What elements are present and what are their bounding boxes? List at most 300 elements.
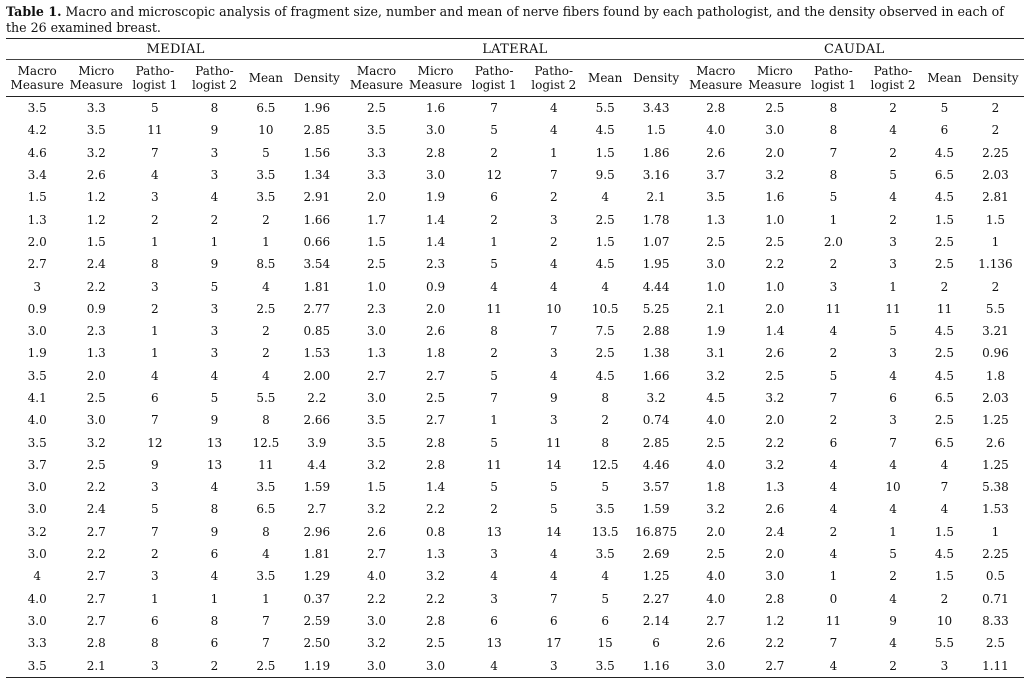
table-cell: 4 bbox=[463, 654, 524, 677]
table-cell: 7 bbox=[151, 145, 159, 160]
table-cell: 4 bbox=[151, 168, 159, 183]
table-cell: 1.5 bbox=[366, 234, 387, 249]
table-cell: 2.7 bbox=[307, 502, 327, 517]
column-header-line: Macro bbox=[17, 63, 57, 78]
table-cell: 2.0 bbox=[86, 368, 106, 383]
table-cell: 1.3 bbox=[86, 346, 106, 361]
table-cell: 1.29 bbox=[303, 569, 331, 584]
table-cell: 9 bbox=[210, 524, 219, 539]
table-cell: 4 bbox=[549, 279, 558, 294]
table-cell: 8 bbox=[151, 636, 159, 651]
table-cell: 0.9 bbox=[86, 301, 106, 316]
table-cell: 5 bbox=[490, 257, 498, 272]
column-header-line: Patho- bbox=[474, 63, 514, 78]
table-cell: 4.0 bbox=[27, 591, 47, 606]
table-cell: 1.25 bbox=[982, 457, 1009, 472]
table-cell: 1.136 bbox=[978, 257, 1013, 272]
table-cell: 2.0 bbox=[765, 145, 785, 160]
table-cell: 2.7 bbox=[426, 413, 446, 428]
table-cell: 2.8 bbox=[706, 101, 726, 116]
table-cell: 2.5 bbox=[706, 547, 726, 562]
table-cell: 5.5 bbox=[934, 636, 955, 651]
table-cell: 3.5 bbox=[27, 435, 47, 450]
table-row bbox=[6, 119, 1024, 141]
table-cell: 1 bbox=[262, 234, 270, 249]
table-cell: 4.5 bbox=[934, 368, 955, 383]
table-cell: 4 bbox=[210, 190, 219, 205]
caption-text: Macro and microscopic analysis of fragment size, number and mean of nerve fibers found by each pathologist, and the density observed in each of the 26 examined breast. bbox=[6, 4, 1004, 35]
table-label: Table 1. bbox=[6, 4, 62, 19]
table-cell: 4.5 bbox=[934, 190, 955, 205]
table-cell: 2.0 bbox=[823, 234, 843, 249]
table-cell: 8 bbox=[601, 435, 610, 450]
table-cell: 4 bbox=[889, 123, 897, 138]
table-row bbox=[6, 498, 1024, 520]
table-cell: 3.5 bbox=[256, 168, 276, 183]
table-cell: 8 bbox=[829, 168, 838, 183]
column-header-line: Patho- bbox=[195, 63, 234, 78]
table-cell: 2.8 bbox=[426, 145, 446, 160]
table-row bbox=[6, 186, 1024, 208]
table-cell: 2.5 bbox=[256, 301, 276, 316]
table-cell: 11 bbox=[936, 301, 953, 316]
column-header-line: Density bbox=[972, 70, 1019, 85]
table-cell: 13.5 bbox=[591, 524, 619, 539]
table-cell: 2.7 bbox=[86, 591, 106, 606]
table-cell: 7 bbox=[151, 413, 159, 428]
group-header-lateral: LATERAL bbox=[345, 39, 684, 60]
table-cell: 2 bbox=[262, 346, 270, 361]
table-cell: 4 bbox=[829, 324, 838, 339]
table-cell: 2.77 bbox=[303, 301, 331, 316]
table-cell: 1.5 bbox=[86, 234, 106, 249]
table-cell: 0 bbox=[829, 591, 838, 606]
table-cell: 2.0 bbox=[426, 301, 446, 316]
table-cell: 5.25 bbox=[642, 301, 670, 316]
table-cell: 3 bbox=[210, 145, 219, 160]
table-cell: 3.2 bbox=[366, 636, 387, 651]
table-cell: 3.0 bbox=[765, 569, 785, 584]
table-cell: 3 bbox=[124, 654, 185, 677]
table-cell: 1.19 bbox=[288, 654, 345, 677]
column-header-line: Mean bbox=[588, 70, 623, 85]
table-cell: 3 bbox=[829, 279, 838, 294]
table-cell: 6 bbox=[151, 613, 159, 628]
table-cell: 4.5 bbox=[595, 123, 615, 138]
table-cell: 3 bbox=[525, 654, 583, 677]
table-cell: 2.5 bbox=[765, 234, 785, 249]
table-cell: 12 bbox=[147, 435, 163, 450]
table-cell: 3 bbox=[151, 279, 159, 294]
table-cell: 3.2 bbox=[366, 502, 387, 517]
table-cell: 9 bbox=[549, 391, 558, 405]
column-header-line: Measure bbox=[349, 78, 404, 92]
table-cell: 3 bbox=[210, 168, 219, 183]
table-cell: 3.0 bbox=[685, 654, 747, 677]
table-cell: 4 bbox=[262, 368, 270, 383]
table-cell: 6 bbox=[652, 636, 660, 651]
table-cell: 7 bbox=[829, 391, 838, 405]
table-cell: 2.96 bbox=[303, 524, 331, 539]
table-cell: 0.74 bbox=[642, 413, 670, 428]
table-cell: 3 bbox=[151, 480, 159, 495]
table-cell: 2 bbox=[151, 212, 159, 227]
table-cell: 6 bbox=[940, 123, 949, 138]
table-cell: 3.43 bbox=[642, 101, 670, 116]
table-cell: 7 bbox=[549, 168, 558, 183]
table-cell: 2 bbox=[991, 123, 1000, 138]
table-cell: 1.3 bbox=[706, 212, 726, 227]
table-cell: 1.53 bbox=[982, 502, 1009, 517]
column-header bbox=[747, 60, 803, 97]
table-cell: 4.46 bbox=[642, 457, 670, 472]
table-cell: 1.9 bbox=[27, 346, 47, 361]
table-cell: 2.3 bbox=[86, 324, 106, 339]
column-header-line: Measure bbox=[10, 78, 64, 92]
table-cell: 4.44 bbox=[642, 279, 670, 294]
table-row bbox=[6, 610, 1024, 632]
table-cell: 3.7 bbox=[27, 457, 47, 472]
table-cell: 4 bbox=[889, 457, 897, 472]
table-cell: 5 bbox=[940, 101, 949, 116]
table-cell: 1.5 bbox=[27, 190, 47, 205]
table-cell: 1.8 bbox=[706, 480, 726, 495]
table-cell: 2 bbox=[490, 502, 498, 517]
table-cell: 2.59 bbox=[303, 613, 331, 628]
table-cell: 7 bbox=[829, 636, 838, 651]
table-cell: 11 bbox=[258, 457, 274, 472]
column-header-line: Patho- bbox=[873, 63, 913, 78]
table-cell: 2.2 bbox=[765, 435, 785, 450]
table-cell: 1.66 bbox=[642, 368, 670, 383]
table-cell: 3 bbox=[889, 413, 897, 428]
table-cell: 5 bbox=[549, 480, 558, 495]
table-cell: 1 bbox=[991, 234, 1000, 249]
table-cell: 7 bbox=[549, 324, 558, 339]
table-cell: 1.6 bbox=[765, 190, 785, 205]
table-cell: 0.71 bbox=[982, 591, 1009, 606]
table-cell: 2.0 bbox=[27, 234, 47, 249]
table-cell: 1 bbox=[151, 346, 159, 361]
table-cell: 3 bbox=[210, 346, 219, 361]
table-cell: 2 bbox=[549, 234, 558, 249]
table-cell: 2 bbox=[889, 212, 897, 227]
table-cell: 1 bbox=[829, 569, 838, 584]
column-header bbox=[68, 60, 124, 97]
table-row bbox=[6, 208, 1024, 230]
table-cell: 8 bbox=[262, 524, 270, 539]
table-cell: 2 bbox=[185, 654, 243, 677]
table-cell: 1.5 bbox=[985, 212, 1005, 227]
table-row bbox=[6, 142, 1024, 164]
column-header-line: Macro bbox=[696, 63, 736, 78]
table-cell: 2 bbox=[940, 591, 949, 606]
table-cell: 2.6 bbox=[706, 145, 726, 160]
table-cell: 3.5 bbox=[256, 480, 276, 495]
table-cell: 3.3 bbox=[27, 636, 47, 651]
table-cell: 7 bbox=[262, 613, 270, 628]
table-row bbox=[6, 298, 1024, 320]
table-cell: 2.7 bbox=[27, 257, 47, 272]
table-cell: 2.66 bbox=[303, 413, 331, 428]
table-cell: 3 bbox=[922, 654, 967, 677]
table-row bbox=[6, 565, 1024, 587]
table-cell: 6.5 bbox=[934, 435, 955, 450]
table-cell: 1.07 bbox=[642, 234, 670, 249]
table-cell: 3.5 bbox=[583, 654, 628, 677]
table-cell: 2.0 bbox=[765, 413, 785, 428]
table-cell: 2.85 bbox=[642, 435, 670, 450]
table-cell: 4 bbox=[601, 569, 610, 584]
table-cell: 1.5 bbox=[595, 145, 615, 160]
table-cell: 4.5 bbox=[934, 547, 955, 562]
column-header-line: Micro bbox=[78, 63, 115, 78]
column-header bbox=[967, 60, 1024, 97]
column-header bbox=[864, 60, 922, 97]
column-header bbox=[628, 60, 685, 97]
column-header-line: Density bbox=[293, 70, 340, 85]
table-cell: 3.5 bbox=[27, 368, 47, 383]
table-cell: 4.0 bbox=[706, 569, 726, 584]
table-cell: 6 bbox=[210, 547, 219, 562]
table-cell: 1.38 bbox=[642, 346, 670, 361]
column-header-line: logist 1 bbox=[810, 78, 856, 92]
table-cell: 3 bbox=[490, 547, 498, 562]
table-cell: 5.38 bbox=[982, 480, 1009, 495]
column-header bbox=[803, 60, 864, 97]
table-cell: 9 bbox=[889, 613, 897, 628]
table-cell: 5 bbox=[601, 591, 610, 606]
table-cell: 3.0 bbox=[426, 123, 446, 138]
table-cell: 8 bbox=[210, 502, 219, 517]
table-cell: 3 bbox=[151, 569, 159, 584]
table-row bbox=[6, 275, 1024, 297]
table-cell: 12.5 bbox=[252, 435, 280, 450]
table-cell: 2.7 bbox=[426, 368, 446, 383]
table-cell: 2.81 bbox=[982, 190, 1009, 205]
table-cell: 5 bbox=[490, 435, 498, 450]
table-cell: 2.8 bbox=[426, 435, 446, 450]
table-cell: 1.3 bbox=[426, 547, 446, 562]
table-cell: 2.27 bbox=[642, 591, 670, 606]
table-cell: 4 bbox=[601, 279, 610, 294]
table-cell: 5 bbox=[490, 480, 498, 495]
table-cell: 1.4 bbox=[426, 212, 446, 227]
table-cell: 2.2 bbox=[86, 480, 106, 495]
table-row bbox=[6, 476, 1024, 498]
table-cell: 2.03 bbox=[982, 168, 1009, 183]
table-cell: 2.5 bbox=[934, 346, 955, 361]
table-cell: 2.7 bbox=[86, 569, 106, 584]
table-cell: 2 bbox=[991, 279, 1000, 294]
table-cell: 3 bbox=[210, 324, 219, 339]
table-row bbox=[6, 654, 1024, 677]
table-cell: 1.2 bbox=[86, 212, 106, 227]
table-cell: 16.875 bbox=[635, 524, 678, 539]
table-cell: 9.5 bbox=[595, 168, 615, 183]
table-cell: 4 bbox=[601, 190, 610, 205]
column-header bbox=[185, 60, 243, 97]
table-cell: 2 bbox=[889, 569, 897, 584]
table-cell: 8 bbox=[490, 324, 498, 339]
table-cell: 2 bbox=[151, 301, 159, 316]
table-row bbox=[6, 521, 1024, 543]
table-cell: 3 bbox=[889, 257, 897, 272]
column-header-line: Measure bbox=[689, 78, 743, 92]
table-cell: 2.5 bbox=[934, 257, 955, 272]
table-cell: 10 bbox=[546, 301, 562, 316]
table-cell: 1.0 bbox=[765, 212, 785, 227]
column-header bbox=[124, 60, 185, 97]
table-cell: 5 bbox=[889, 324, 897, 339]
table-cell: 2.6 bbox=[366, 524, 387, 539]
table-row bbox=[6, 632, 1024, 654]
table-cell: 2.0 bbox=[706, 524, 726, 539]
table-cell: 3.5 bbox=[595, 547, 615, 562]
table-cell: 2.4 bbox=[86, 257, 106, 272]
table-cell: 2.2 bbox=[765, 257, 785, 272]
table-cell: 13 bbox=[206, 435, 223, 450]
table-cell: 2.5 bbox=[934, 413, 955, 428]
table-cell: 1.81 bbox=[303, 547, 331, 562]
table-cell: 3 bbox=[33, 279, 41, 294]
table-cell: 9 bbox=[151, 457, 159, 472]
table-cell: 3.5 bbox=[366, 413, 387, 428]
table-cell: 3.2 bbox=[765, 457, 785, 472]
table-row bbox=[6, 320, 1024, 342]
table-cell: 4 bbox=[829, 480, 838, 495]
table-cell: 1.3 bbox=[27, 212, 47, 227]
table-cell: 7 bbox=[829, 145, 838, 160]
table-cell: 2.00 bbox=[303, 368, 331, 383]
table-cell: 1.8 bbox=[985, 368, 1005, 383]
table-cell: 3.54 bbox=[303, 257, 331, 272]
table-cell: 2.5 bbox=[765, 101, 785, 116]
table-cell: 7.5 bbox=[595, 324, 615, 339]
table-cell: 2.6 bbox=[985, 435, 1005, 450]
column-header bbox=[6, 60, 68, 97]
table-cell: 8 bbox=[210, 101, 219, 116]
table-cell: 4.1 bbox=[27, 391, 47, 405]
table-cell: 1.8 bbox=[426, 346, 446, 361]
table-row bbox=[6, 454, 1024, 476]
table-cell: 1 bbox=[151, 591, 159, 606]
table-cell: 1 bbox=[210, 234, 219, 249]
table-row bbox=[6, 97, 1024, 120]
table-cell: 1.86 bbox=[642, 145, 670, 160]
table-cell: 3.5 bbox=[6, 654, 68, 677]
table-cell: 7 bbox=[549, 591, 558, 606]
table-cell: 1.2 bbox=[86, 190, 106, 205]
table-cell: 2.8 bbox=[426, 457, 446, 472]
table-cell: 2.1 bbox=[646, 190, 666, 205]
table-cell: 2 bbox=[829, 413, 838, 428]
table-cell: 1.16 bbox=[628, 654, 685, 677]
table-cell: 2.50 bbox=[303, 636, 331, 651]
table-cell: 1 bbox=[889, 279, 897, 294]
table-cell: 2.5 bbox=[243, 654, 288, 677]
table-cell: 4 bbox=[549, 368, 558, 383]
table-cell: 7 bbox=[151, 524, 159, 539]
table-cell: 2.88 bbox=[642, 324, 670, 339]
table-cell: 3.5 bbox=[595, 502, 615, 517]
table-cell: 2 bbox=[490, 346, 498, 361]
table-cell: 4 bbox=[33, 569, 41, 584]
table-cell: 4 bbox=[262, 279, 270, 294]
table-cell: 7 bbox=[889, 435, 897, 450]
table-cell: 1.5 bbox=[646, 123, 666, 138]
table-cell: 6.5 bbox=[256, 502, 276, 517]
table-cell: 0.85 bbox=[303, 324, 331, 339]
table-cell: 2 bbox=[940, 279, 949, 294]
table-cell: 2 bbox=[262, 212, 270, 227]
column-header bbox=[685, 60, 747, 97]
column-header-line: Mean bbox=[248, 70, 284, 85]
table-cell: 6.5 bbox=[934, 391, 955, 405]
table-cell: 2.5 bbox=[765, 368, 785, 383]
table-cell: 3.5 bbox=[366, 123, 387, 138]
column-header-line: Density bbox=[633, 70, 680, 85]
table-cell: 3.0 bbox=[426, 168, 446, 183]
table-cell: 8 bbox=[262, 413, 270, 428]
table-cell: 4 bbox=[262, 547, 270, 562]
column-header-line: Macro bbox=[356, 63, 397, 78]
table-cell: 11 bbox=[825, 613, 842, 628]
table-cell: 11 bbox=[486, 457, 502, 472]
table-cell: 3.3 bbox=[366, 168, 387, 183]
table-cell: 11 bbox=[825, 301, 842, 316]
table-cell: 5.5 bbox=[256, 391, 276, 405]
table-cell: 3.3 bbox=[86, 101, 106, 116]
table-cell: 3.2 bbox=[706, 502, 726, 517]
table-cell: 1.66 bbox=[303, 212, 331, 227]
table-cell: 2.5 bbox=[934, 234, 955, 249]
table-cell: 1.6 bbox=[426, 101, 446, 116]
table-cell: 2 bbox=[864, 654, 922, 677]
column-header-line: logist 2 bbox=[191, 78, 237, 92]
table-cell: 2.2 bbox=[765, 636, 785, 651]
table-cell: 4.5 bbox=[595, 368, 615, 383]
table-cell: 1 bbox=[829, 212, 838, 227]
table-row bbox=[6, 588, 1024, 610]
table-cell: 0.66 bbox=[303, 234, 331, 249]
table-caption bbox=[6, 4, 1022, 36]
table-cell: 4 bbox=[210, 569, 219, 584]
table-cell: 3.0 bbox=[706, 257, 726, 272]
table-cell: 2.14 bbox=[642, 613, 670, 628]
table-cell: 4 bbox=[490, 279, 498, 294]
table-cell: 1.4 bbox=[426, 480, 446, 495]
table-cell: 2.8 bbox=[426, 613, 446, 628]
table-cell: 3.0 bbox=[366, 613, 387, 628]
table-cell: 5 bbox=[601, 480, 610, 495]
table-cell: 2.69 bbox=[642, 547, 670, 562]
table-cell: 3 bbox=[151, 190, 159, 205]
table-cell: 3.2 bbox=[86, 145, 106, 160]
table-cell: 1.9 bbox=[426, 190, 446, 205]
table-cell: 2.5 bbox=[426, 391, 446, 405]
table-cell: 2.2 bbox=[307, 391, 327, 405]
table-cell: 8 bbox=[601, 391, 610, 405]
table-cell: 2 bbox=[210, 212, 219, 227]
table-cell: 15 bbox=[597, 636, 613, 651]
table-cell: 1.0 bbox=[706, 279, 726, 294]
table-cell: 2.7 bbox=[706, 613, 726, 628]
table-cell: 11 bbox=[885, 301, 901, 316]
column-header-line: Patho- bbox=[814, 63, 853, 78]
table-cell: 3.0 bbox=[86, 413, 106, 428]
column-header bbox=[922, 60, 967, 97]
